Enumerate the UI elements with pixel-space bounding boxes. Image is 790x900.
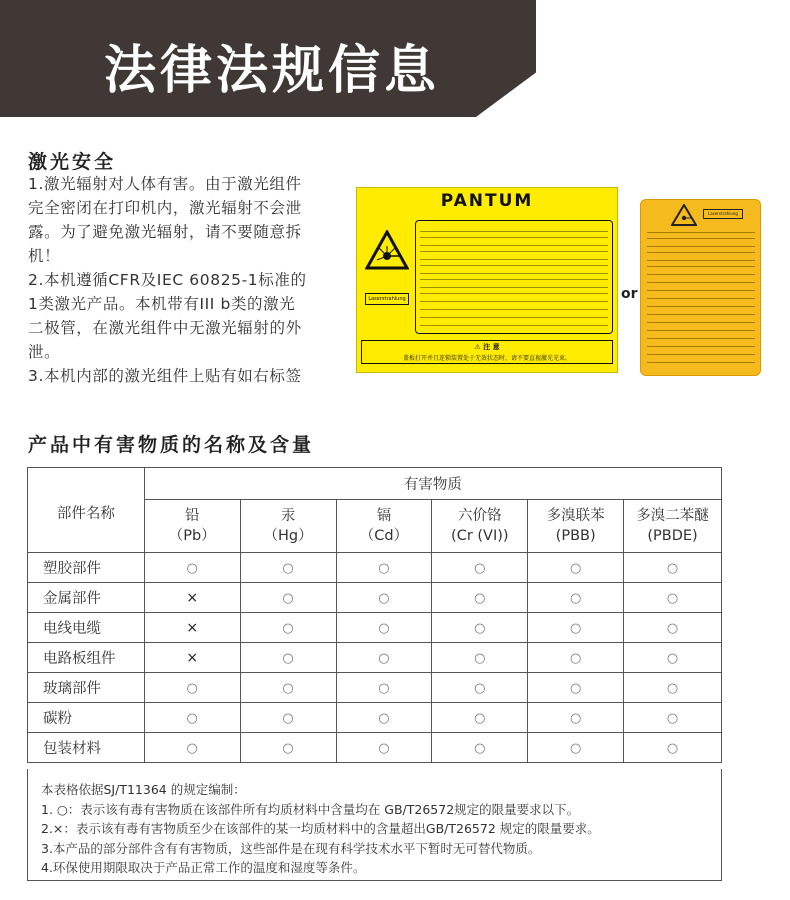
label-text-line xyxy=(647,338,755,339)
substance-value-cell xyxy=(240,643,336,673)
label-text-line xyxy=(647,322,755,323)
laser-line: 二极管，在激光组件中无激光辐射的外 xyxy=(28,319,302,337)
note-line: 本表格依据SJ/T11364 的规定编制： xyxy=(41,782,246,797)
compliant-mark: ○ xyxy=(666,560,679,576)
compliant-mark: ○ xyxy=(666,590,679,606)
page-title: 法律法规信息 xyxy=(104,41,441,101)
laser-line: 露。为了避免激光辐射，请不要随意拆 xyxy=(28,223,302,241)
label-brand: PANTUM xyxy=(440,191,534,211)
table-row xyxy=(28,703,722,733)
compliant-mark: ○ xyxy=(378,560,390,576)
substance-value-cell xyxy=(144,643,240,673)
exceeds-mark: × xyxy=(186,649,199,666)
substance-value-cell xyxy=(624,613,722,643)
compliant-mark: ○ xyxy=(474,560,486,576)
substance-value-cell xyxy=(336,583,432,613)
laserstrahlung-sticker: Laserstrahlung xyxy=(365,293,409,305)
part-name-cell: 玻璃部件 xyxy=(28,673,145,703)
label-text-line xyxy=(647,354,755,355)
compliant-mark: ○ xyxy=(474,740,486,756)
substance-value-cell xyxy=(432,553,528,583)
compliant-mark: ○ xyxy=(474,710,486,726)
exceeds-mark: × xyxy=(186,589,199,606)
part-name-header: 部件名称 xyxy=(28,468,145,553)
substance-value-cell xyxy=(336,643,432,673)
compliant-mark: ○ xyxy=(186,560,198,576)
compliant-mark: ○ xyxy=(569,620,582,636)
label-text-line xyxy=(647,232,755,233)
label-text-line xyxy=(420,325,608,326)
label-text-line xyxy=(647,282,755,283)
laser-hazard-icon xyxy=(671,204,697,226)
laser-warning-label xyxy=(356,187,618,373)
substance-value-cell xyxy=(240,583,336,613)
label-text-line xyxy=(420,287,608,288)
substance-value-cell xyxy=(144,673,240,703)
compliant-mark: ○ xyxy=(474,620,486,636)
exceeds-mark: × xyxy=(186,619,199,636)
substance-value-cell xyxy=(336,553,432,583)
table-body xyxy=(28,553,722,763)
substance-value-cell xyxy=(336,703,432,733)
label-text-line xyxy=(647,314,755,315)
column-header-pbde: 多溴二苯醚 (PBDE) xyxy=(624,500,722,553)
substance-value-cell xyxy=(144,613,240,643)
substance-value-cell xyxy=(528,643,624,673)
substance-value-cell xyxy=(528,613,624,643)
table-row xyxy=(28,553,722,583)
part-name-cell: 电路板组件 xyxy=(28,643,145,673)
substance-value-cell xyxy=(432,703,528,733)
label-text-line xyxy=(420,293,608,294)
laser-safety-text xyxy=(28,172,348,388)
substance-value-cell xyxy=(144,733,240,763)
label-text-line xyxy=(647,298,755,299)
compliant-mark: ○ xyxy=(666,740,679,756)
part-name-cell: 塑胶部件 xyxy=(28,553,145,583)
table-row xyxy=(28,613,722,643)
part-name-cell: 包装材料 xyxy=(28,733,145,763)
compliant-mark: ○ xyxy=(282,650,294,666)
column-header-pb: 铅 （Pb） xyxy=(144,500,240,553)
substance-value-cell xyxy=(240,613,336,643)
compliant-mark: ○ xyxy=(474,680,486,696)
substance-value-cell xyxy=(144,703,240,733)
compliant-mark: ○ xyxy=(282,560,294,576)
compliant-mark: ○ xyxy=(474,650,486,666)
or-separator: or xyxy=(621,286,638,302)
substance-value-cell xyxy=(240,673,336,703)
table-row xyxy=(28,583,722,613)
column-header-pbb: 多溴联苯 (PBB) xyxy=(528,500,624,553)
compliant-mark: ○ xyxy=(666,650,679,666)
label-text-line xyxy=(420,259,608,260)
label-caution-bar xyxy=(361,340,613,364)
laser-line: 2.本机遵循CFR及IEC 60825-1标准的 xyxy=(28,271,307,289)
label-text-line xyxy=(647,290,755,291)
substance-value-cell xyxy=(432,613,528,643)
hazardous-substances-table xyxy=(27,467,722,763)
laser-line: 1类激光产品。本机带有III b类的激光 xyxy=(28,295,296,313)
compliant-mark: ○ xyxy=(569,650,582,666)
label-text-line xyxy=(647,346,755,347)
label-text-line xyxy=(647,362,755,363)
laser-line: 机！ xyxy=(28,247,61,265)
compliant-mark: ○ xyxy=(378,740,390,756)
substance-value-cell xyxy=(624,733,722,763)
table-row xyxy=(28,673,722,703)
substance-value-cell xyxy=(240,733,336,763)
substance-value-cell xyxy=(240,553,336,583)
substance-value-cell xyxy=(624,673,722,703)
table-notes xyxy=(27,769,722,881)
label-text-line xyxy=(647,330,755,331)
compliant-mark: ○ xyxy=(186,710,198,726)
note-line: 4.环保使用期限取决于产品正常工作的温度和湿度等条件。 xyxy=(41,860,366,875)
laser-line: 1.激光辐射对人体有害。由于激光组件 xyxy=(28,175,302,193)
column-header-hg: 汞 （Hg） xyxy=(240,500,336,553)
compliant-mark: ○ xyxy=(666,710,679,726)
compliant-mark: ○ xyxy=(186,680,198,696)
label-text-line xyxy=(420,251,608,252)
hazardous-title: 产品中有害物质的名称及含量 xyxy=(28,434,315,456)
substance-value-cell xyxy=(528,703,624,733)
substance-value-cell xyxy=(336,673,432,703)
substance-value-cell xyxy=(432,673,528,703)
substance-value-cell xyxy=(624,553,722,583)
column-header-cr6: 六价铬 (Cr (VI)) xyxy=(432,500,528,553)
laser-hazard-icon xyxy=(365,230,409,270)
substance-value-cell xyxy=(240,703,336,733)
compliant-mark: ○ xyxy=(282,740,294,756)
label-text-line xyxy=(647,266,755,267)
compliant-mark: ○ xyxy=(378,650,390,666)
substance-value-cell xyxy=(624,643,722,673)
label-text-line xyxy=(420,273,608,274)
substance-value-cell xyxy=(528,673,624,703)
compliant-mark: ○ xyxy=(666,620,679,636)
compliant-mark: ○ xyxy=(282,680,294,696)
label-text-line xyxy=(647,260,755,261)
label-text-line xyxy=(420,231,608,232)
table-row xyxy=(28,643,722,673)
note-line: 1. ○：表示该有毒有害物质在该部件所有均质材料中含量均在 GB/T26572规定的限量要求以下。 xyxy=(41,801,580,817)
laser-warning-label-small xyxy=(640,199,761,376)
compliant-mark: ○ xyxy=(569,710,582,726)
substance-value-cell xyxy=(624,703,722,733)
label-text-line xyxy=(647,274,755,275)
label-text-line xyxy=(647,246,755,247)
substance-value-cell xyxy=(144,583,240,613)
laser-line: 3.本机内部的激光组件上贴有如右标签 xyxy=(28,367,302,385)
label-text-line xyxy=(420,237,608,238)
label-caution-text: 盖板打开并且连锁装置处于无效状态时，请不要直视激光光束。 xyxy=(402,355,571,362)
substance-value-cell xyxy=(528,733,624,763)
label-text-line xyxy=(420,301,608,302)
compliant-mark: ○ xyxy=(282,710,294,726)
part-name-cell: 碳粉 xyxy=(28,703,145,733)
label-warning-text-box xyxy=(415,220,613,334)
laserstrahlung-sticker: Laserstrahlung xyxy=(703,209,743,219)
label-caution-title: ⚠ 注 意 xyxy=(474,343,500,351)
label-text-line xyxy=(420,279,608,280)
substance-group-header: 有害物质 xyxy=(144,468,721,500)
part-name-cell: 金属部件 xyxy=(28,583,145,613)
compliant-mark: ○ xyxy=(186,740,198,756)
part-name-cell: 电线电缆 xyxy=(28,613,145,643)
substance-value-cell xyxy=(432,733,528,763)
label-text-line xyxy=(420,309,608,310)
substance-value-cell xyxy=(528,583,624,613)
compliant-mark: ○ xyxy=(666,680,679,696)
substance-value-cell xyxy=(432,583,528,613)
label-text-line xyxy=(647,252,755,253)
substance-value-cell xyxy=(336,733,432,763)
substance-value-cell xyxy=(528,553,624,583)
compliant-mark: ○ xyxy=(378,590,390,606)
label-text-line xyxy=(420,265,608,266)
compliant-mark: ○ xyxy=(569,590,582,606)
label-text-line xyxy=(647,238,755,239)
label-text-line xyxy=(420,245,608,246)
compliant-mark: ○ xyxy=(474,590,486,606)
compliant-mark: ○ xyxy=(378,710,390,726)
laser-safety-title: 激光安全 xyxy=(28,151,117,173)
compliant-mark: ○ xyxy=(378,680,390,696)
compliant-mark: ○ xyxy=(569,680,582,696)
substance-value-cell xyxy=(624,583,722,613)
compliant-mark: ○ xyxy=(569,560,582,576)
compliant-mark: ○ xyxy=(569,740,582,756)
laser-line: 泄。 xyxy=(28,343,61,361)
label-text-line xyxy=(420,317,608,318)
substance-value-cell xyxy=(144,553,240,583)
compliant-mark: ○ xyxy=(378,620,390,636)
substance-value-cell xyxy=(336,613,432,643)
label-text-line xyxy=(647,306,755,307)
table-row xyxy=(28,733,722,763)
compliant-mark: ○ xyxy=(282,620,294,636)
substance-value-cell xyxy=(432,643,528,673)
column-header-cd: 镉 （Cd） xyxy=(336,500,432,553)
compliant-mark: ○ xyxy=(282,590,294,606)
note-line: 3.本产品的部分部件含有有害物质，这些部件是在现有科学技术水平下暂时无可替代物质。 xyxy=(41,840,541,856)
laser-line: 完全密闭在打印机内，激光辐射不会泄 xyxy=(28,199,302,217)
note-line: 2.×：表示该有毒有害物质至少在该部件的某一均质材料中的含量超出GB/T26572 规定的限量要求。 xyxy=(41,821,600,836)
